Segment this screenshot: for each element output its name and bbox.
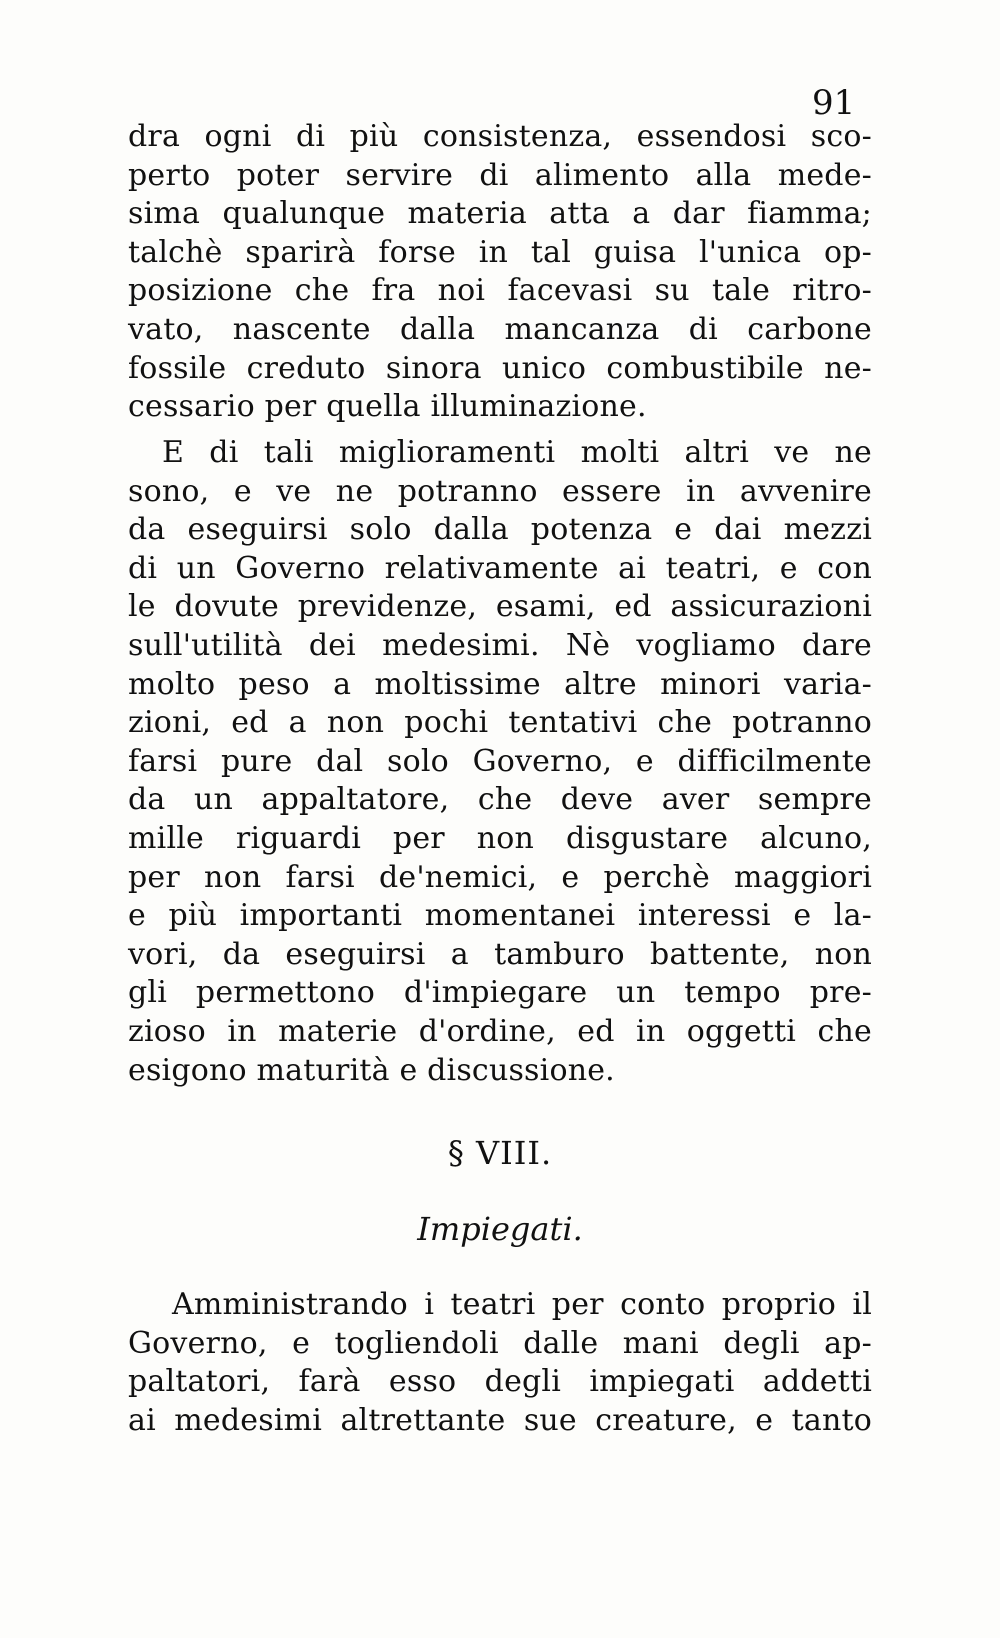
text-line: perto poter servire di alimento alla mede-	[128, 157, 872, 193]
text-line: sima qualunque materia atta a dar fiamma;	[128, 196, 872, 232]
section-title: Impiegati.	[417, 1210, 583, 1248]
text-line: E di tali miglioramenti molti altri ve ne	[162, 435, 872, 470]
text-line: da un appaltatore, che deve aver sempre	[128, 782, 872, 818]
text-line: ai medesimi altrettante sue creature, e tanto	[128, 1402, 872, 1438]
text-line: vato, nascente dalla mancanza di carbone	[128, 311, 872, 347]
text-line: vori, da eseguirsi a tamburo battente, non	[128, 936, 872, 972]
text-line: cessario per quella illuminazione.	[128, 389, 647, 425]
text-line: Amministrando i teatri per conto proprio il	[172, 1287, 872, 1322]
paragraph-1	[128, 118, 872, 427]
text-line: zioso in materie d'ordine, ed in oggetti che	[128, 1013, 872, 1049]
section-heading: § VIII.	[447, 1134, 553, 1172]
text-line: talchè sparirà forse in tal guisa l'unica op-	[128, 234, 872, 270]
text-line: le dovute previdenze, esami, ed assicurazioni	[128, 589, 872, 625]
text-line: posizione che fra noi facevasi su tale ritro-	[128, 273, 872, 309]
text-line: zioni, ed a non pochi tentativi che potranno	[128, 705, 872, 741]
text-line: da eseguirsi solo dalla potenza e dai mezzi	[128, 512, 872, 548]
text-line: Governo, e togliendoli dalle mani degli ap-	[128, 1325, 872, 1361]
text-line: gli permettono d'impiegare un tempo pre-	[128, 975, 872, 1011]
page-number: 91	[812, 83, 856, 123]
paragraph-3	[128, 1286, 872, 1440]
paragraph-2	[128, 434, 872, 1090]
text-line: farsi pure dal solo Governo, e difficilmente	[128, 743, 872, 779]
text-line: molto peso a moltissime altre minori varia-	[128, 666, 872, 702]
text-line: esigono maturità e discussione.	[128, 1052, 615, 1088]
text-line: sull'utilità dei medesimi. Nè vogliamo dare	[128, 627, 872, 663]
text-line: per non farsi de'nemici, e perchè maggiori	[128, 859, 872, 895]
text-line: sono, e ve ne potranno essere in avvenire	[128, 473, 872, 509]
text-line: mille riguardi per non disgustare alcuno,	[128, 820, 872, 856]
text-line: fossile creduto sinora unico combustibile ne-	[128, 350, 872, 386]
text-line: di un Governo relativamente ai teatri, e con	[128, 550, 872, 586]
text-line: paltatori, farà esso degli impiegati addetti	[128, 1364, 872, 1400]
text-line: dra ogni di più consistenza, essendosi sco-	[128, 119, 872, 154]
text-line: e più importanti momentanei interessi e la-	[128, 898, 872, 934]
